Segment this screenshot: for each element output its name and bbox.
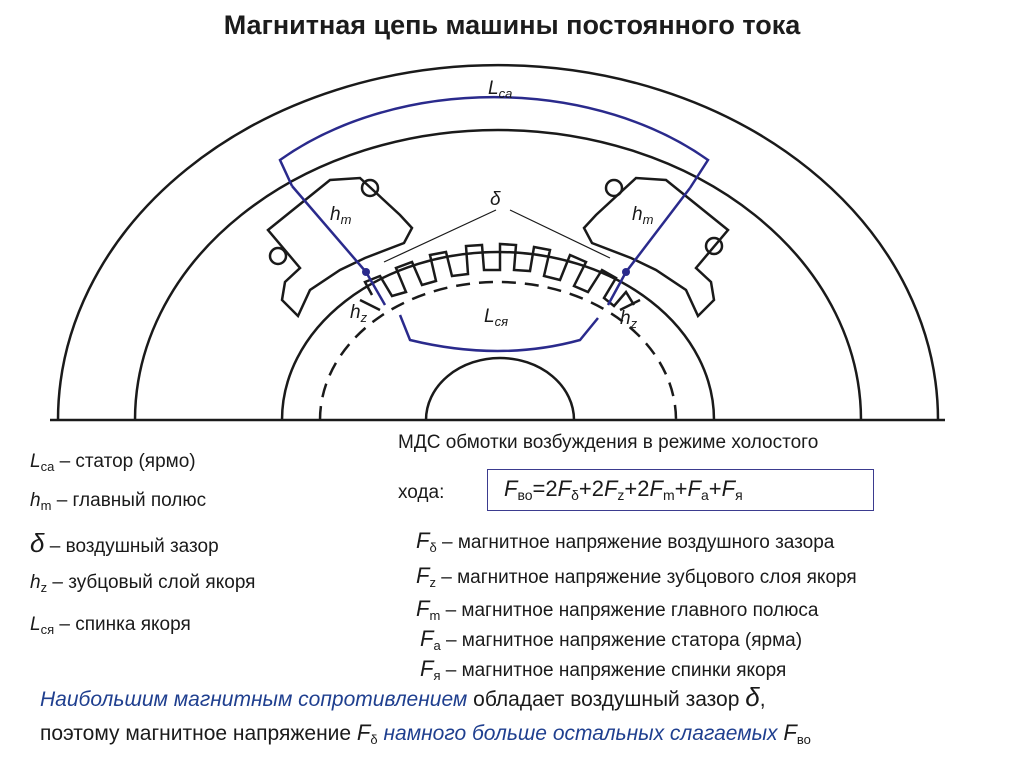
left-coil-2 xyxy=(270,248,286,264)
legend-item-stator: $L_{ca}$ – статор (ярмо) xyxy=(30,451,196,474)
legend-item-tooth-layer: $h_z$ – зубцовый слой якоря xyxy=(30,572,256,595)
flux-path-stator xyxy=(280,97,708,188)
label-L-ca: $L_{ca}$ xyxy=(488,78,513,101)
legend-item-armature-back: $L_{ся}$ – спинка якоря xyxy=(30,614,191,637)
conclusion-line-1: Наибольшим магнитным сопротивлением обладает воздушный зазор δ, xyxy=(40,682,766,712)
mds-description: МДС обмотки возбуждения в режиме холостого xyxy=(398,432,819,453)
mds-description-tail: хода: xyxy=(398,482,445,503)
tension-item-main-pole: $F_m$ – магнитное напряжение главного полюса xyxy=(416,596,819,623)
page-title: Магнитная цепь машины постоянного тока xyxy=(223,10,801,40)
right-coil-1 xyxy=(606,180,622,196)
legend-item-air-gap: δ – воздушный зазор xyxy=(30,528,219,558)
armature-teeth xyxy=(365,244,634,306)
tension-item-air-gap: $F_\delta$ – магнитное напряжение воздушного зазора xyxy=(416,528,835,555)
tension-item-stator: $F_a$ – магнитное напряжение статора (ярма) xyxy=(420,626,803,653)
label-L-cya: $L_{ся}$ xyxy=(484,306,509,329)
stator-outer-arc xyxy=(58,65,938,420)
label-h-z-right: $h_z$ xyxy=(620,308,638,331)
label-h-z-left: $h_z$ xyxy=(350,302,368,325)
label-h-m-right: $h_m$ xyxy=(632,204,654,227)
stator-inner-arc xyxy=(135,130,861,420)
legend-item-main-pole: $h_m$ – главный полюс xyxy=(30,490,207,513)
rotor-outer-arc xyxy=(282,252,714,420)
conclusion-line-2: поэтому магнитное напряжение $F_\delta$ намного больше остальных слагаемых $F_{во}$ xyxy=(40,720,811,747)
formula-box: Fво=2Fδ+2Fz+2Fm+Fa+Fя xyxy=(487,469,874,511)
label-h-m-left: $h_m$ xyxy=(330,204,352,227)
shaft-arc xyxy=(426,358,574,420)
tension-item-tooth-layer: $F_z$ – магнитное напряжение зубцового слоя якоря xyxy=(416,563,857,590)
label-delta: δ xyxy=(490,189,501,210)
tension-item-armature-back: $F_я$ – магнитное напряжение спинки якоря xyxy=(420,656,787,683)
